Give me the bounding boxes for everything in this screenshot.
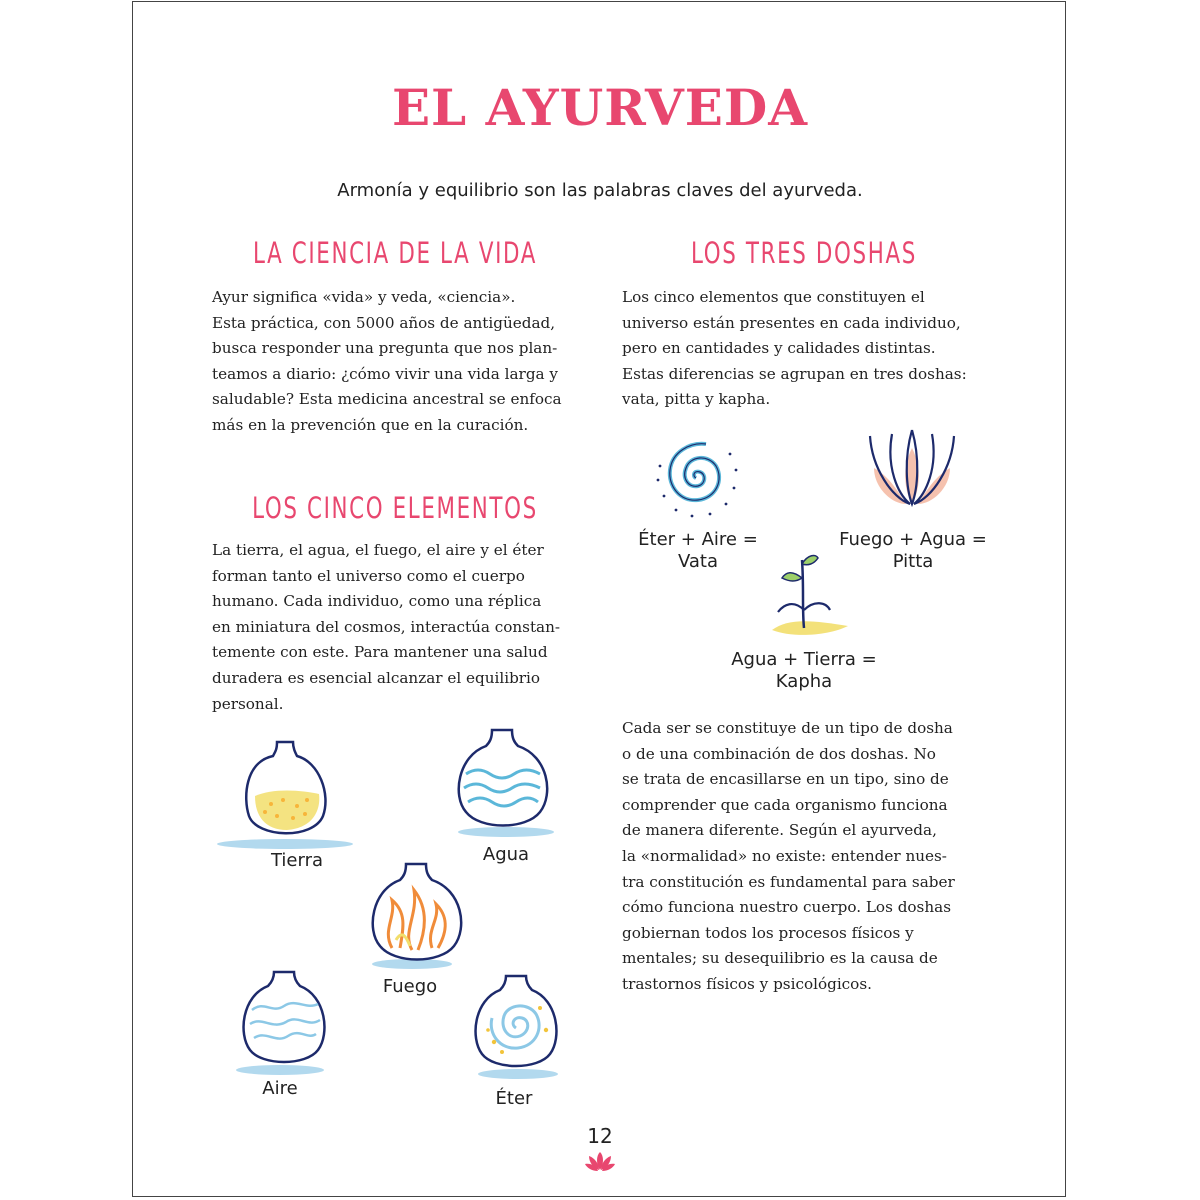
text-line: duradera es esencial alcanzar el equilibrio (212, 668, 541, 687)
text-line: La tierra, el agua, el fuego, el aire y el éter (212, 541, 544, 559)
text-line: Cada ser se constituye de un tipo de dosha (622, 719, 953, 737)
vata-spiral-illustration (646, 426, 746, 526)
paragraph-elementos (212, 538, 580, 717)
agua-vase-illustration (448, 726, 558, 838)
text-line: o de una combinación de dos doshas. No (622, 744, 936, 763)
text-line: saludable? Esta medicina ancestral se enfoca (212, 390, 562, 409)
text-line: temente con este. Para mantener una salud (212, 643, 548, 662)
aire-vase-illustration (232, 968, 342, 1078)
text-line: Esta práctica, con 5000 años de antigüedad, (212, 313, 556, 332)
pitta-formula: Fuego + Agua = (839, 529, 987, 550)
text-line: Estas diferencias se agrupan en tres doshas: (622, 364, 967, 383)
text-line: tra constitución es fundamental para saber (622, 872, 955, 891)
text-line: pero en cantidades y calidades distintas. (622, 339, 936, 358)
kapha-name: Kapha (775, 671, 833, 692)
vata-label (622, 529, 774, 573)
text-line: Los cinco elementos que constituyen el (622, 288, 925, 306)
tierra-vase-illustration (215, 738, 355, 850)
text-line: gobiernan todos los procesos físicos y (622, 923, 914, 942)
flower-ornament-icon (585, 1150, 615, 1172)
paragraph-ciencia (212, 285, 580, 439)
pitta-lotus-illustration (862, 428, 962, 518)
fuego-vase-illustration (362, 860, 472, 972)
agua-label: Agua (482, 844, 530, 865)
aire-label: Aire (262, 1078, 298, 1099)
kapha-formula: Agua + Tierra = (731, 649, 877, 670)
text-line: de manera diferente. Según el ayurveda, (622, 821, 937, 840)
vata-formula: Éter + Aire = (638, 529, 758, 550)
page-title: EL AYURVEDA (391, 78, 809, 137)
heading-tres-doshas: LOS TRES DOSHAS (691, 236, 917, 270)
eter-vase-illustration (466, 972, 576, 1082)
text-line: la «normalidad» no existe: entender nues- (622, 846, 947, 865)
text-line: comprender que cada organismo funciona (622, 795, 948, 814)
text-line: forman tanto el universo como el cuerpo (212, 566, 525, 585)
text-line: Ayur significa «vida» y veda, «ciencia». (212, 288, 516, 306)
text-line: cómo funciona nuestro cuerpo. Los doshas (622, 898, 951, 917)
page-number: 12 (587, 1124, 613, 1148)
text-line: más en la prevención que en la curación. (212, 415, 529, 434)
pitta-name: Pitta (892, 551, 934, 572)
page-subtitle: Armonía y equilibrio son las palabras claves del ayurveda. (337, 180, 863, 201)
heading-cinco-elementos: LOS CINCO ELEMENTOS (252, 491, 538, 525)
text-line: mentales; su desequilibrio es la causa de (622, 949, 938, 968)
kapha-label (718, 649, 890, 693)
text-line: teamos a diario: ¿cómo vivir una vida larga y (212, 364, 559, 383)
text-line: universo están presentes en cada individuo, (622, 313, 961, 332)
text-line: vata, pitta y kapha. (622, 390, 771, 409)
kapha-sprout-illustration (768, 548, 852, 640)
pitta-label (838, 529, 988, 573)
heading-ciencia-de-la-vida: LA CIENCIA DE LA VIDA (252, 236, 538, 270)
text-line: en miniatura del cosmos, interactúa constan- (212, 617, 561, 636)
tierra-label: Tierra (270, 850, 324, 871)
text-line: busca responder una pregunta que nos plan- (212, 339, 558, 358)
paragraph-doshas (622, 285, 986, 413)
vata-name: Vata (677, 551, 719, 572)
paragraph-doshas-closing (622, 716, 986, 998)
text-line: trastornos físicos y psicológicos. (622, 974, 872, 993)
text-line: personal. (212, 694, 284, 713)
eter-label: Éter (495, 1088, 533, 1109)
text-line: humano. Cada individuo, como una réplica (212, 592, 542, 611)
text-line: se trata de encasillarse en un tipo, sino de (622, 770, 949, 789)
fuego-label: Fuego (382, 976, 438, 997)
